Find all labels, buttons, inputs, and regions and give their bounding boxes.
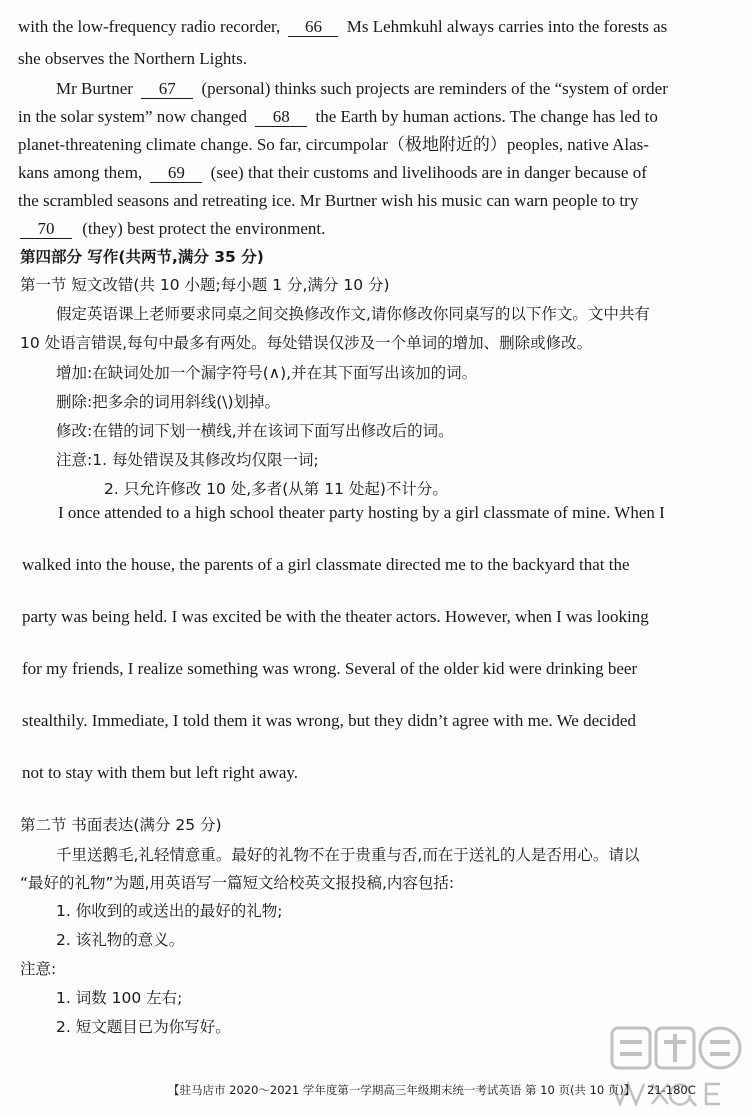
blank-69: 69	[150, 164, 202, 183]
essay-line-4: for my friends, I realize something was wrong. Several of the older kid were drinking beer	[22, 659, 638, 678]
section1-intro-line-2: 10 处语言错误,每句中最多有两处。每处错误仅涉及一个单词的增加、删除或修改。	[20, 334, 593, 352]
passage-text: (see) that their customs and livelihoods are in danger because of	[210, 163, 647, 182]
watermark-logo	[606, 1020, 746, 1110]
note-2: 2. 只允许修改 10 处,多者(从第 11 处起)不计分。	[104, 480, 448, 498]
essay-line-5: stealthily. Immediate, I told them it was wrong, but they didn’t agree with me. We decided	[22, 711, 636, 730]
essay-line-3: party was being held. I was excited be with the theater actors. However, when I was looking	[22, 607, 649, 626]
section2-item-1: 1. 你收到的或送出的最好的礼物;	[56, 902, 283, 920]
passage-line-3	[0, 78, 752, 100]
passage-text: with the low-frequency radio recorder,	[18, 17, 281, 36]
part4-heading: 第四部分 写作(共两节,满分 35 分)	[20, 248, 264, 266]
rule-add: 增加:在缺词处加一个漏字符号(∧),并在其下面写出该加的词。	[56, 364, 478, 382]
blank-67: 67	[141, 80, 193, 99]
passage-text: she observes the Northern Lights.	[18, 49, 247, 68]
passage-line-7	[0, 190, 752, 212]
passage-text: Mr Burtner	[56, 79, 133, 98]
passage-text: the Earth by human actions. The change has led to	[315, 107, 658, 126]
blank-68: 68	[255, 108, 307, 127]
watermark-icon	[606, 1020, 746, 1110]
section1-intro-line-1: 假定英语课上老师要求同桌之间交换修改作文,请你修改你同桌写的以下作文。文中共有	[56, 305, 650, 323]
passage-text: Ms Lehmkuhl always carries into the forests as	[346, 17, 668, 36]
footer-code: 21-180C	[647, 1083, 696, 1097]
passage-text: the scrambled seasons and retreating ice. Mr Burtner wish his music can warn people to try	[18, 191, 639, 210]
section2-note-1: 1. 词数 100 左右;	[56, 989, 183, 1007]
passage-line-1	[0, 16, 752, 38]
passage-line-2	[0, 48, 752, 70]
passage-text: planet-threatening climate change. So far, circumpolar（极地附近的）peoples, native Alas-	[18, 135, 649, 154]
essay-line-2: walked into the house, the parents of a girl classmate directed me to the backyard that the	[22, 555, 630, 574]
essay-line-6: not to stay with them but left right away.	[22, 763, 299, 782]
note-1: 注意:1. 每处错误及其修改均仅限一词;	[56, 451, 319, 469]
section2-heading: 第二节 书面表达(满分 25 分)	[20, 816, 222, 834]
passage-line-6	[0, 162, 752, 184]
section1-heading: 第一节 短文改错(共 10 小题;每小题 1 分,满分 10 分)	[20, 276, 390, 294]
passage-line-5	[0, 134, 752, 156]
rule-delete: 删除:把多余的词用斜线(\)划掉。	[56, 393, 281, 411]
passage-text: kans among them,	[18, 163, 143, 182]
passage-text: (personal) thinks such projects are reminders of the “system of order	[201, 79, 668, 98]
section2-note-2: 2. 短文题目已为你写好。	[56, 1018, 231, 1036]
blank-70: 70	[20, 220, 72, 239]
essay-line-1: I once attended to a high school theater party hosting by a girl classmate of mine. When I	[58, 503, 665, 522]
section2-intro-line-1: 千里送鹅毛,礼轻情意重。最好的礼物不在于贵重与否,而在于送礼的人是否用心。请以	[56, 846, 640, 864]
passage-line-4	[0, 106, 752, 128]
section2-item-2: 2. 该礼物的意义。	[56, 931, 185, 949]
blank-66: 66	[288, 18, 338, 37]
section2-note-label: 注意:	[20, 960, 57, 978]
section2-intro-line-2: “最好的礼物”为题,用英语写一篇短文给校英文报投稿,内容包括:	[20, 874, 455, 892]
footer-text: 【驻马店市 2020～2021 学年度第一学期高三年级期末统一考试英语 第 10 页(共 10 页)】	[168, 1083, 636, 1097]
passage-text: in the solar system” now changed	[18, 107, 247, 126]
rule-modify: 修改:在错的词下划一横线,并在该词下面写出修改后的词。	[56, 422, 454, 440]
passage-text: (they) best protect the environment.	[82, 219, 326, 238]
passage-line-8	[0, 218, 752, 240]
